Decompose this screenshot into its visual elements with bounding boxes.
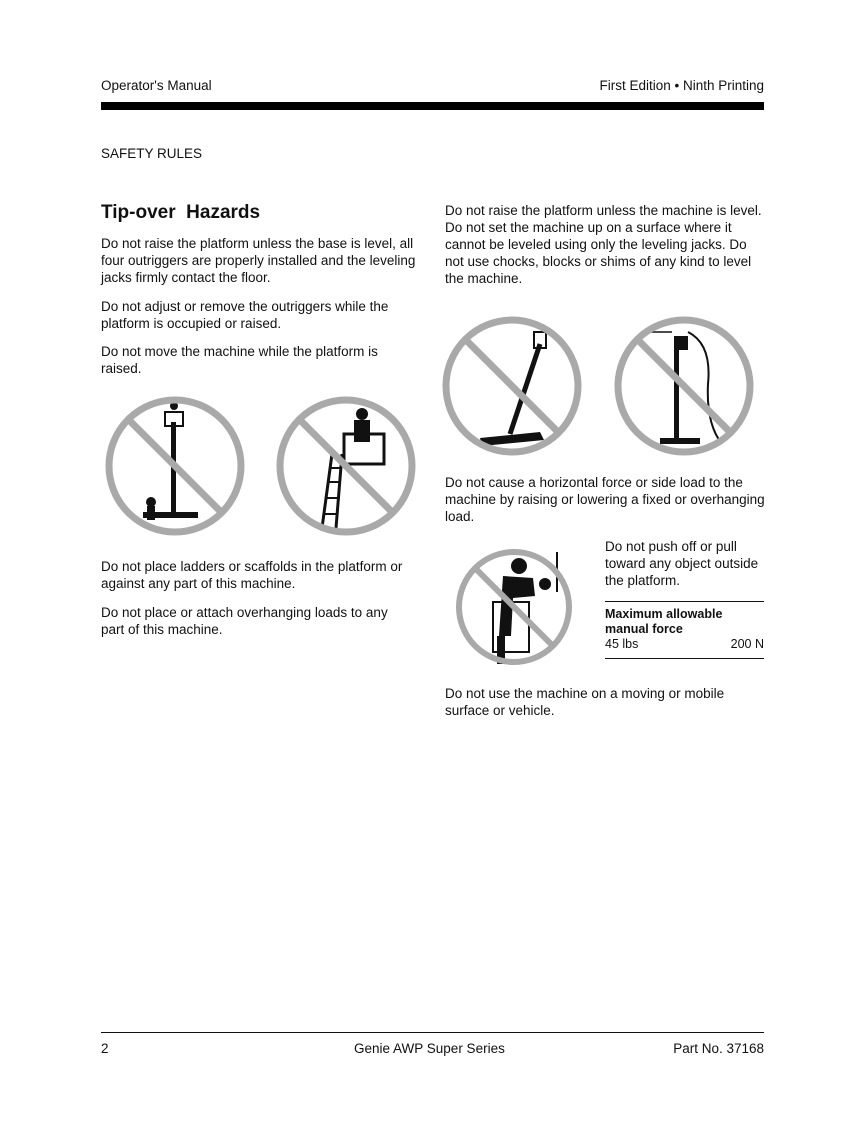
header-rule <box>101 102 764 110</box>
section-label: SAFETY RULES <box>101 146 203 161</box>
left-p5: Do not place or attach overhanging loads to any part of this machine. <box>101 605 388 637</box>
left-p2: Do not adjust or remove the outriggers while the platform is occupied or raised. <box>101 299 389 331</box>
force-label: Maximum allowable manual force <box>605 607 723 636</box>
no-side-load-sign-icon <box>612 314 756 458</box>
right-p4: Do not use the machine on a moving or mobile surface or vehicle. <box>445 686 725 718</box>
footer-title: Genie AWP Super Series <box>354 1041 505 1056</box>
no-unlevel-sign-icon <box>440 314 584 458</box>
part-number: Part No. 37168 <box>673 1041 764 1056</box>
left-p3: Do not move the machine while the platform is raised. <box>101 344 378 376</box>
footer-rule <box>101 1032 764 1033</box>
left-p4: Do not place ladders or scaffolds in the platform or against any part of this machine. <box>101 559 403 591</box>
force-imperial: 45 lbs <box>605 637 639 651</box>
right-p3: Do not push off or pull toward any object outside the platform. <box>605 539 759 588</box>
force-table <box>605 601 764 659</box>
no-moving-lift-sign-icon <box>103 394 247 538</box>
right-p2: Do not cause a horizontal force or side load to the machine by raising or lowering a fixed or overhanging load. <box>445 475 765 524</box>
no-pushing-sign-icon <box>453 546 575 668</box>
header-right: First Edition • Ninth Printing <box>599 78 764 93</box>
page-title: Tip-over Hazards <box>101 202 261 223</box>
right-p1: Do not raise the platform unless the machine is level. Do not set the machine up on a surface where it cannot be leveled using only the leveling jacks. Do not use chocks, blocks or shims of any kind to level the machine. <box>445 203 762 286</box>
no-ladder-sign-icon <box>274 394 418 538</box>
force-metric: 200 N <box>730 637 764 651</box>
header-left: Operator's Manual <box>101 78 212 93</box>
page-number: 2 <box>101 1041 109 1056</box>
left-p1: Do not raise the platform unless the base is level, all four outriggers are properly installed and the leveling jacks firmly contact the floor. <box>101 236 416 285</box>
